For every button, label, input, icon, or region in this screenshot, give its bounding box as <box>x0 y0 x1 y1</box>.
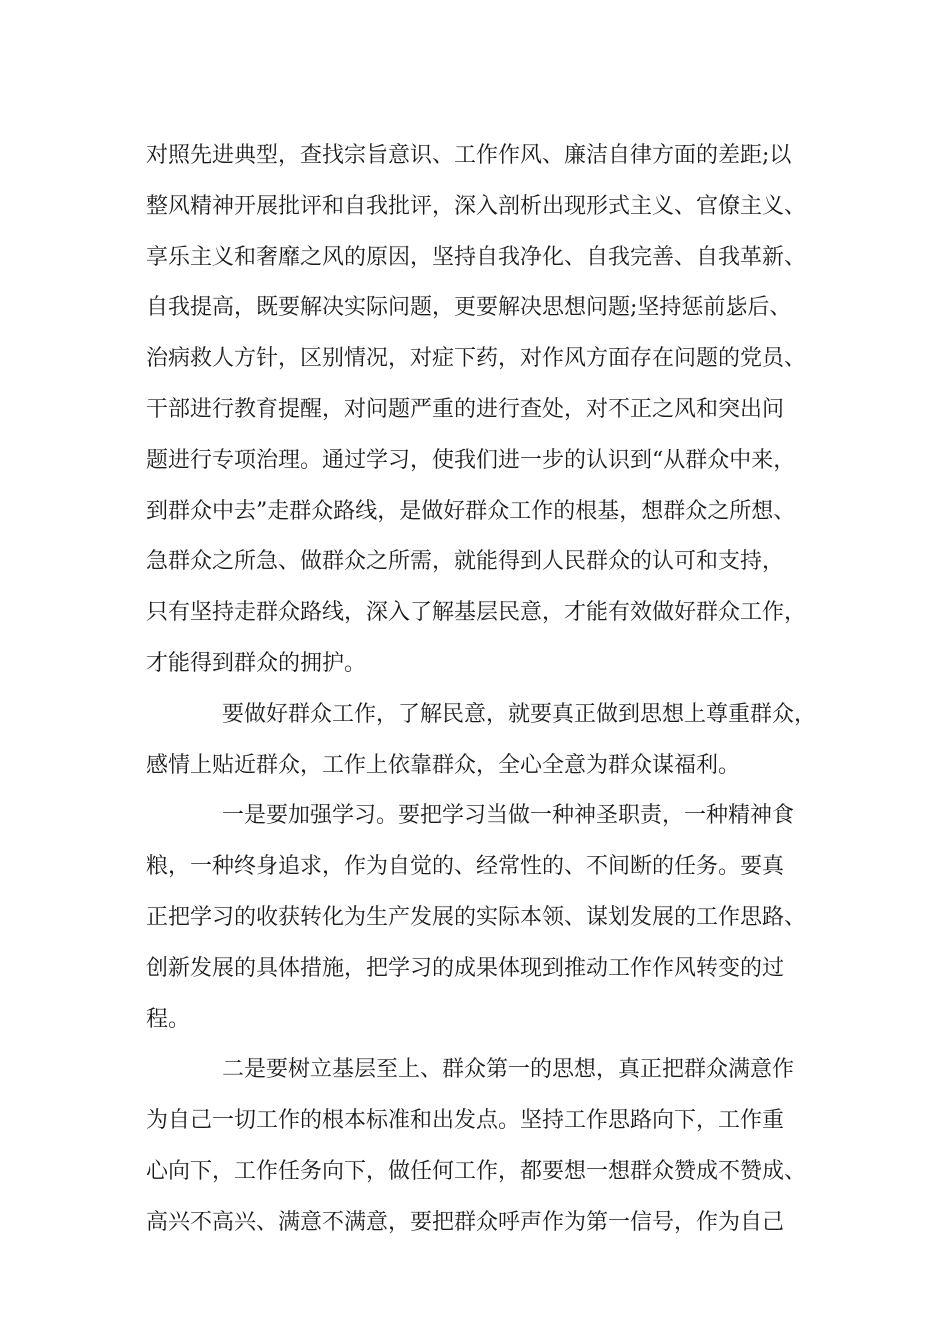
text-line: 只有坚持走群众路线，深入了解基层民意，才能有效做好群众工作， <box>146 600 807 626</box>
text-line: 题进行专项治理。通过学习，使我们进一步的认识到“从群众中来， <box>146 447 796 473</box>
text-line: 治病救人方针，区别情况，对症下药，对作风方面存在问题的党员、 <box>146 346 807 372</box>
text-line: 为自己一切工作的根本标准和出发点。坚持工作思路向下，工作重 <box>146 1108 785 1134</box>
text-line: 感情上贴近群众，工作上依靠群众，全心全意为群众谋福利。 <box>146 752 741 778</box>
text-line: 整风精神开展批评和自我批评，深入剖析出现形式主义、官僚主义、 <box>146 193 807 219</box>
paragraph <box>146 791 826 1045</box>
document-body <box>146 131 826 1249</box>
text-line: 高兴不高兴、满意不满意，要把群众呼声作为第一信号，作为自己 <box>146 1209 785 1235</box>
text-line: 创新发展的具体措施，把学习的成果体现到推动工作作风转变的过 <box>146 955 785 981</box>
paragraph <box>146 690 826 792</box>
text-line: 才能得到群众的拥护。 <box>146 650 367 676</box>
text-line: 程。 <box>146 1006 191 1032</box>
text-line: 心向下，工作任务向下，做任何工作，都要想一想群众赞成不赞成、 <box>146 1158 807 1184</box>
paragraph <box>146 1045 826 1248</box>
text-line: 一是要加强学习。要把学习当做一种神圣职责，一种精神食 <box>222 803 795 829</box>
text-line: 到群众中去”走群众路线，是做好群众工作的根基，想群众之所想、 <box>146 498 796 524</box>
text-line: 享乐主义和奢靡之风的原因，坚持自我净化、自我完善、自我革新、 <box>146 244 807 270</box>
text-line: 自我提高，既要解决实际问题，更要解决思想问题;坚持惩前毖后、 <box>146 295 792 321</box>
text-line: 急群众之所急、做群众之所需，就能得到人民群众的认可和支持， <box>146 549 785 575</box>
text-line: 干部进行教育提醒，对问题严重的进行查处，对不正之风和突出问 <box>146 396 785 422</box>
text-line: 要做好群众工作，了解民意，就要真正做到思想上尊重群众， <box>222 701 817 727</box>
text-line: 对照先进典型，查找宗旨意识、工作作风、廉洁自律方面的差距;以 <box>146 143 792 168</box>
text-line: 正把学习的收获转化为生产发展的实际本领、谋划发展的工作思路、 <box>146 904 807 930</box>
text-line: 粮，一种终身追求，作为自觉的、经常性的、不间断的任务。要真 <box>146 854 785 880</box>
paragraph <box>146 131 826 690</box>
text-line: 二是要树立基层至上、群众第一的思想，真正把群众满意作 <box>222 1057 795 1083</box>
